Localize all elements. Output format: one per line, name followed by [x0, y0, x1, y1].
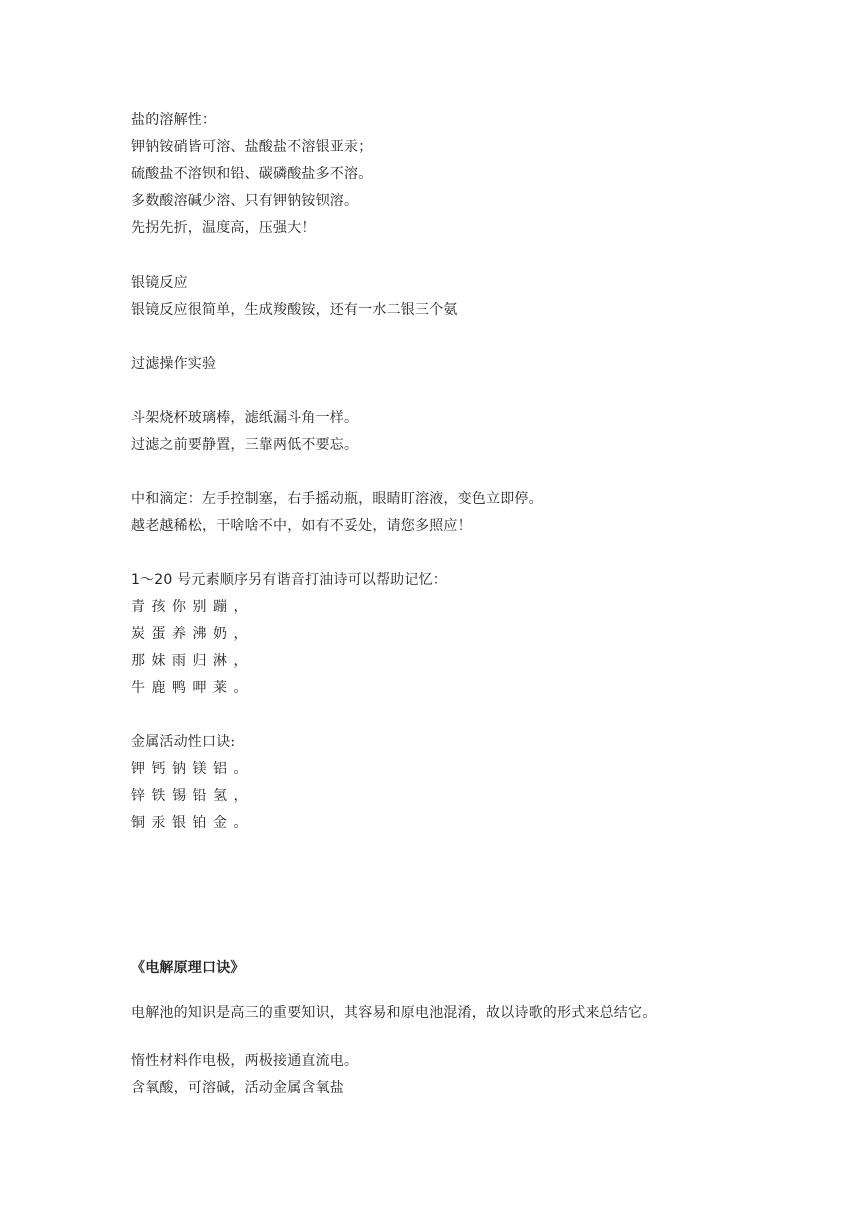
solubility-line-2: 硫酸盐不溶钡和铅、碳磷酸盐多不溶。 [131, 166, 373, 182]
elements-line-1: 青孩你别蹦， [131, 599, 254, 615]
solubility-line-4: 先拐先折，温度高，压强大！ [131, 220, 316, 236]
solubility-line-3: 多数酸溶碱少溶、只有钾钠铵钡溶。 [131, 193, 359, 209]
solubility-title: 盐的溶解性： [131, 112, 217, 128]
titration-line-1: 中和滴定：左手控制塞，右手摇动瓶，眼睛盯溶液，变色立即停。 [131, 491, 543, 507]
filtration-title: 过滤操作实验 [131, 356, 217, 372]
solubility-line-1: 钾钠铵硝皆可溶、盐酸盐不溶银亚汞； [131, 139, 373, 155]
electrolysis-line-1: 惰性材料作电极，两极接通直流电。 [131, 1053, 359, 1069]
metal-activity-line-2: 锌铁锡铅氢， [131, 788, 254, 804]
elements-title: 1～20 号元素顺序另有谐音打油诗可以帮助记忆： [131, 572, 447, 588]
elements-line-3: 那妹雨归淋， [131, 653, 254, 669]
metal-activity-title: 金属活动性口诀: [131, 734, 236, 750]
filtration-line-1: 斗架烧杯玻璃棒，滤纸漏斗角一样。 [131, 410, 359, 426]
filtration-line-2: 过滤之前要静置，三靠两低不要忘。 [131, 437, 359, 453]
electrolysis-title: 《电解原理口诀》 [131, 960, 245, 976]
elements-line-4: 牛鹿鸭呷莱。 [131, 680, 254, 696]
elements-line-2: 炭蛋养沸奶， [131, 626, 254, 642]
silver-mirror-line-1: 银镜反应很简单，生成羧酸铵，还有一水二银三个氨 [131, 302, 458, 318]
titration-line-2: 越老越稀松，干啥啥不中，如有不妥处，请您多照应！ [131, 518, 472, 534]
electrolysis-intro: 电解池的知识是高三的重要知识，其容易和原电池混淆，故以诗歌的形式来总结它。 [131, 1005, 657, 1021]
metal-activity-line-3: 铜汞银铂金。 [131, 815, 254, 831]
silver-mirror-title: 银镜反应 [131, 275, 188, 291]
metal-activity-line-1: 钾钙钠镁铝。 [131, 761, 254, 777]
electrolysis-line-2: 含氧酸，可溶碱，活动金属含氧盐 [131, 1080, 344, 1096]
